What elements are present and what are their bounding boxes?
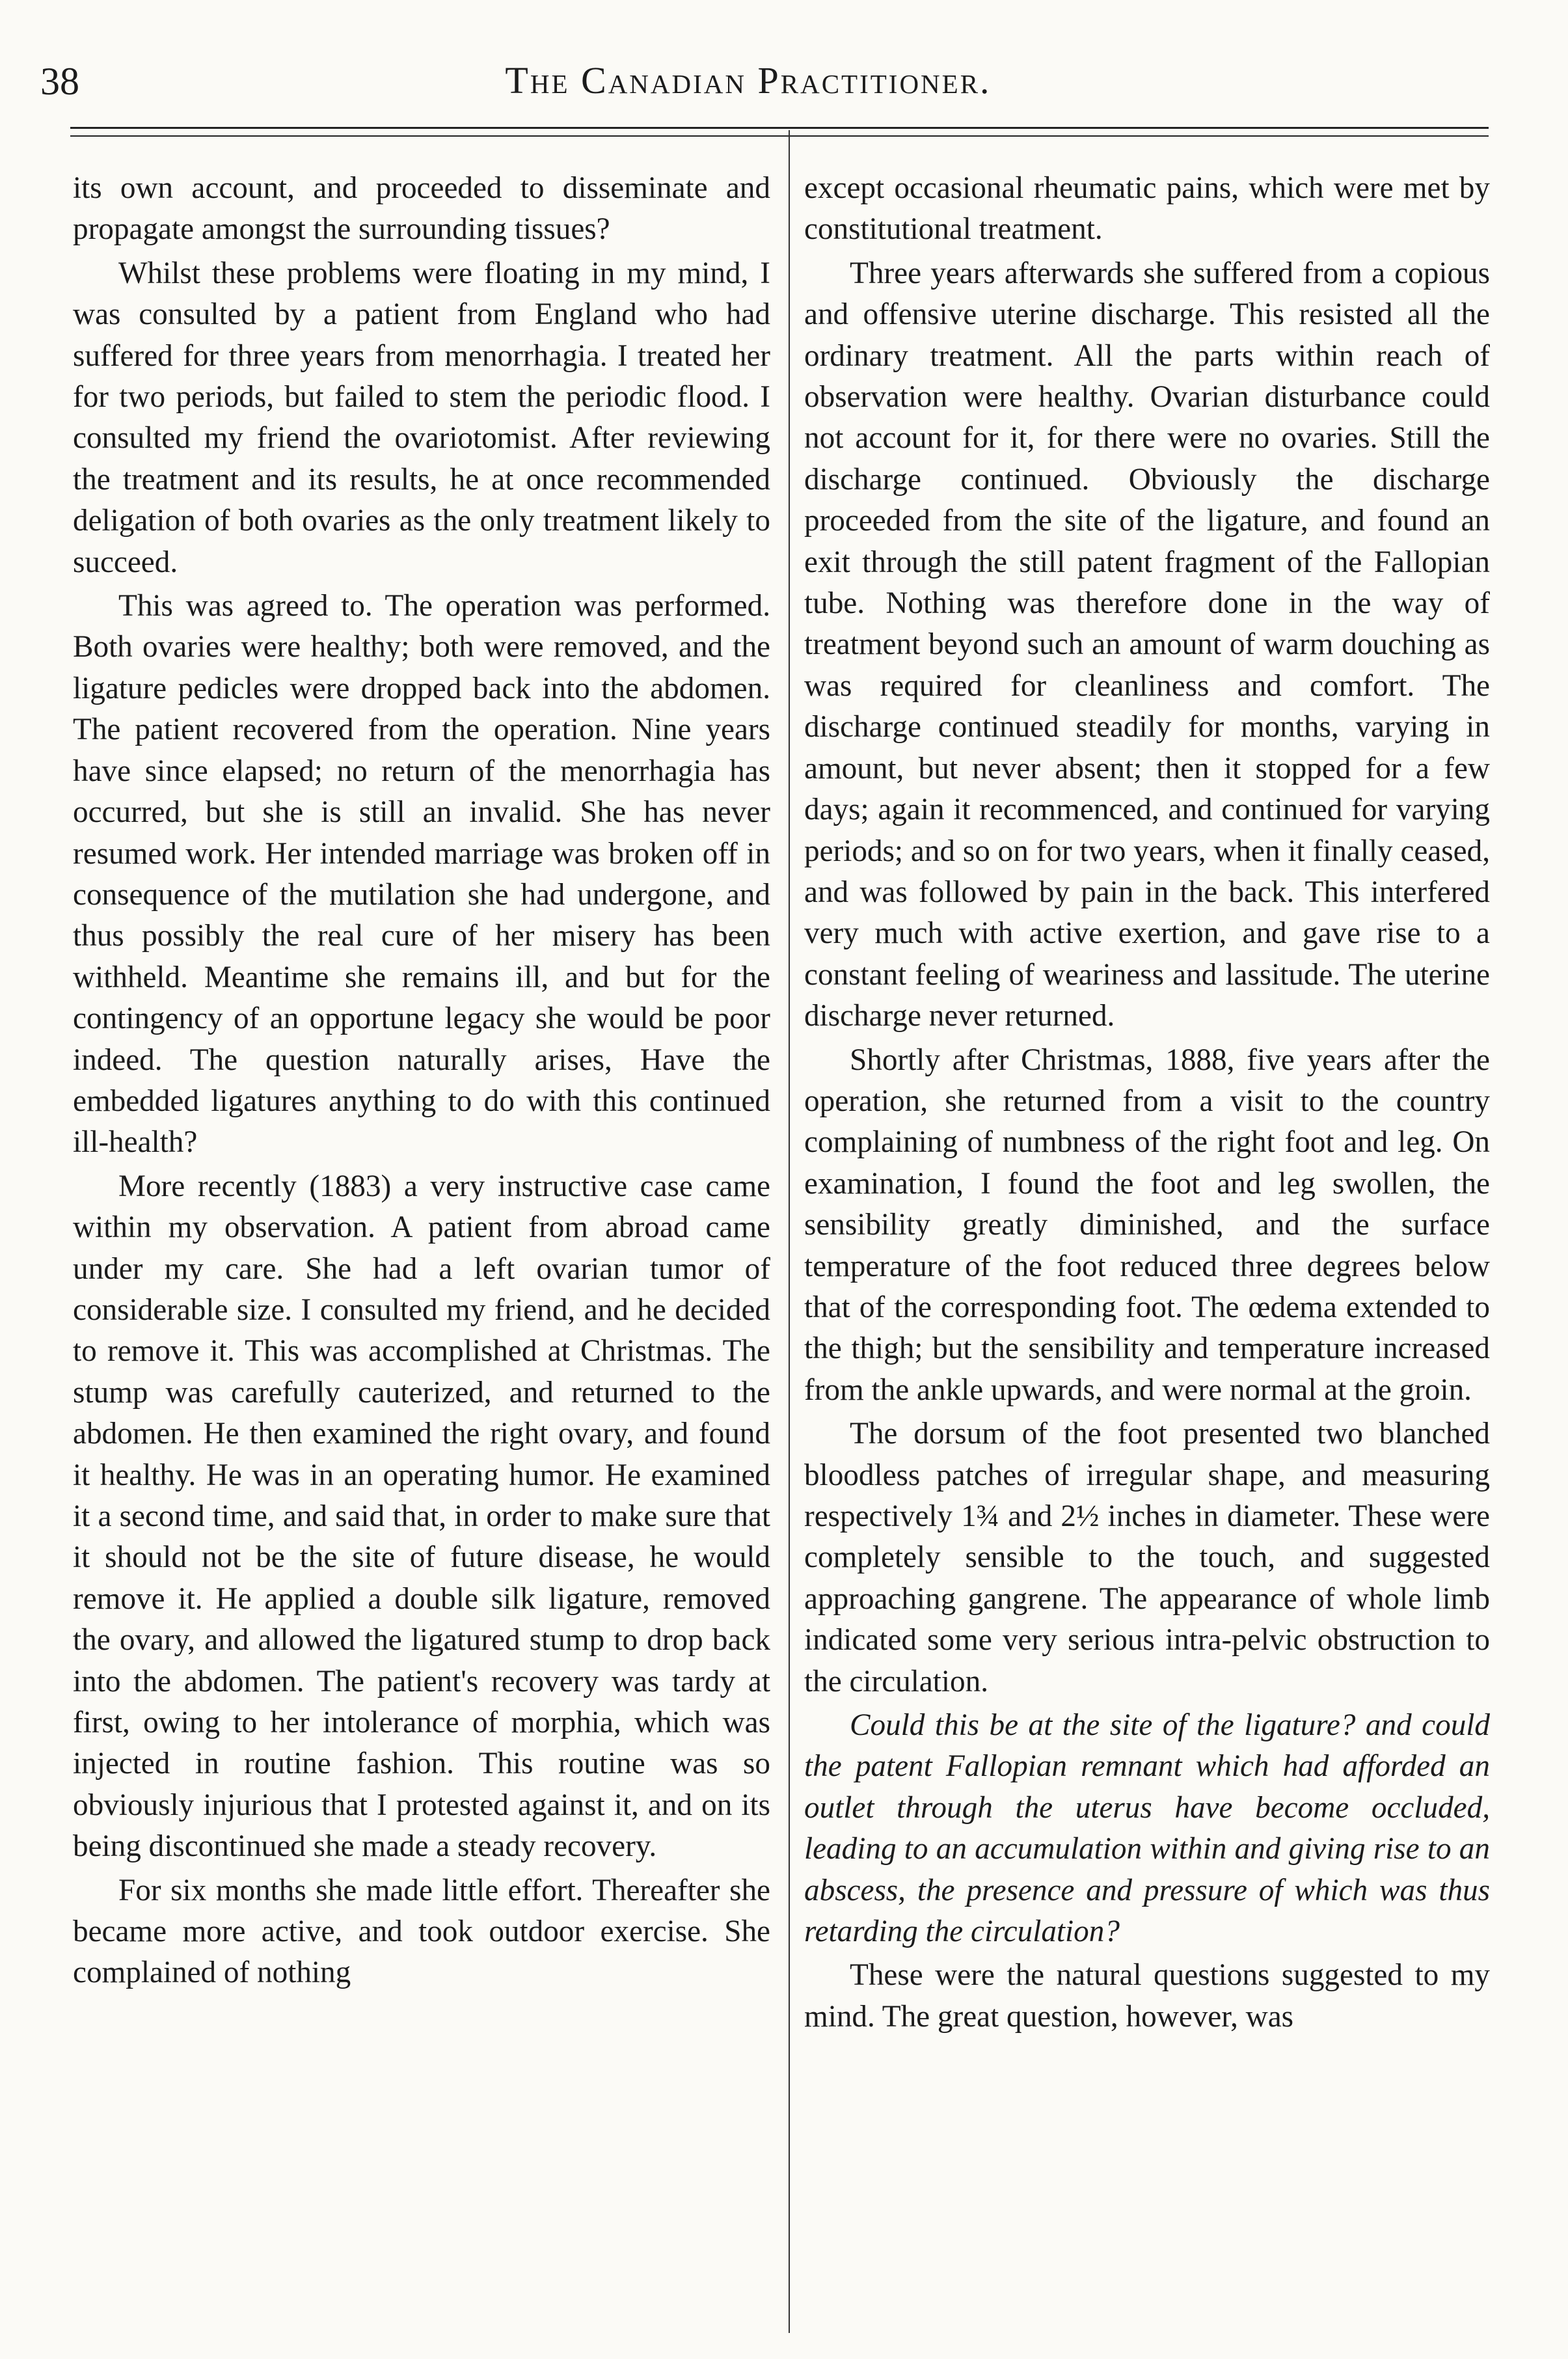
- paragraph: The dorsum of the foot presented two blanched bloodless patches of irregular shape, and measuring respectively 1¾ and 2½ inches in diameter. These were completely sensible to the touch, and suggested approaching gangrene. The appearance of whole limb indicated some very serious intra-pelvic obstruction to the circulation.: [804, 1417, 1490, 1698]
- paragraph: This was agreed to. The operation was performed. Both ovaries were healthy; both were removed, and the ligature pedicles were dropped back into the abdomen. The patient recovered from the operation. Nine years have since elapsed; no return of the menorrhagia has occurred, but she is still an invalid. She has never resumed work. Her intended marriage was broken off in consequence of the mutilation she had undergone, and thus possibly the real cure of her misery has been withheld. Meantime she remains ill, and but for the contingency of an opportune legacy she would be poor indeed. The question naturally arises, Have the embedded ligatures anything to do with this continued ill-health?: [73, 589, 770, 1160]
- page-number: 38: [40, 60, 79, 103]
- left-column: [73, 168, 770, 1997]
- paragraph: except occasional rheumatic pains, which were met by constitutional treatment.: [804, 171, 1490, 247]
- italic-paragraph: Could this be at the site of the ligature? and could the patent Fallopian remnant which had afforded an outlet through the uterus have become occluded, leading to an accumulation within and giving rise to an abscess, the presence and pressure of which was thus retarding the circulation?: [804, 1708, 1490, 1949]
- running-head: The Canadian Practitioner.: [505, 59, 992, 102]
- right-column: [804, 168, 1490, 2040]
- header-rule: [70, 127, 1489, 137]
- paragraph: Three years afterwards she suffered from a copious and offensive uterine discharge. This resisted all the ordinary treatment. All the parts within reach of observation were healthy. Ovarian disturbance could not account for it, for there were no ovaries. Still the discharge continued. Obviously the discharge proceeded from the site of the ligature, and found an exit through the still patent fragment of the Fallopian tube. Nothing was therefore done in the way of treatment beyond such an amount of warm douching as was required for cleanliness and comfort. The discharge continued steadily for months, varying in amount, but never absent; then it stopped for a few days; again it recommenced, and continued for varying periods; and so on for two years, when it finally ceased, and was followed by pain in the back. This interfered very much with active exertion, and gave rise to a constant feeling of weariness and lassitude. The uterine discharge never returned.: [804, 256, 1490, 1033]
- column-divider: [789, 130, 790, 2333]
- paragraph: For six months she made little effort. Thereafter she became more active, and took outdoor exercise. She complained of nothing: [73, 1873, 770, 1990]
- paragraph: Whilst these problems were floating in my mind, I was consulted by a patient from England who had suffered for three years from menorrhagia. I treated her for two periods, but failed to stem the periodic flood. I consulted my friend the ovariotomist. After reviewing the treatment and its results, he at once recommended deligation of both ovaries as the only treatment likely to succeed.: [73, 256, 770, 579]
- paragraph: Shortly after Christmas, 1888, five years after the operation, she returned from a visit to the country complaining of numbness of the right foot and leg. On examination, I found the foot and leg swollen, the sensibility greatly diminished, and the surface temperature of the foot reduced three degrees below that of the corresponding foot. The œdema extended to the thigh; but the sensibility and temperature increased from the ankle upwards, and were normal at the groin.: [804, 1043, 1490, 1407]
- paragraph: More recently (1883) a very instructive case came within my observation. A patient from abroad came under my care. She had a left ovarian tumor of considerable size. I consulted my friend, and he decided to remove it. This was accomplished at Christmas. The stump was carefully cauterized, and returned to the abdomen. He then examined the right ovary, and found it healthy. He was in an operating humor. He examined it a second time, and said that, in order to make sure that it should not be the site of future disease, he would remove it. He applied a double silk ligature, removed the ovary, and allowed the ligatured stump to drop back into the abdomen. The patient's recovery was tardy at first, owing to her intolerance of morphia, which was injected in routine fashion. This routine was so obviously injurious that I protested against it, and on its being discontinued she made a steady recovery.: [73, 1169, 770, 1864]
- paragraph: These were the natural questions suggested to my mind. The great question, however, was: [804, 1958, 1490, 2034]
- paragraph: its own account, and proceeded to disseminate and propagate amongst the surrounding tissues?: [73, 171, 770, 247]
